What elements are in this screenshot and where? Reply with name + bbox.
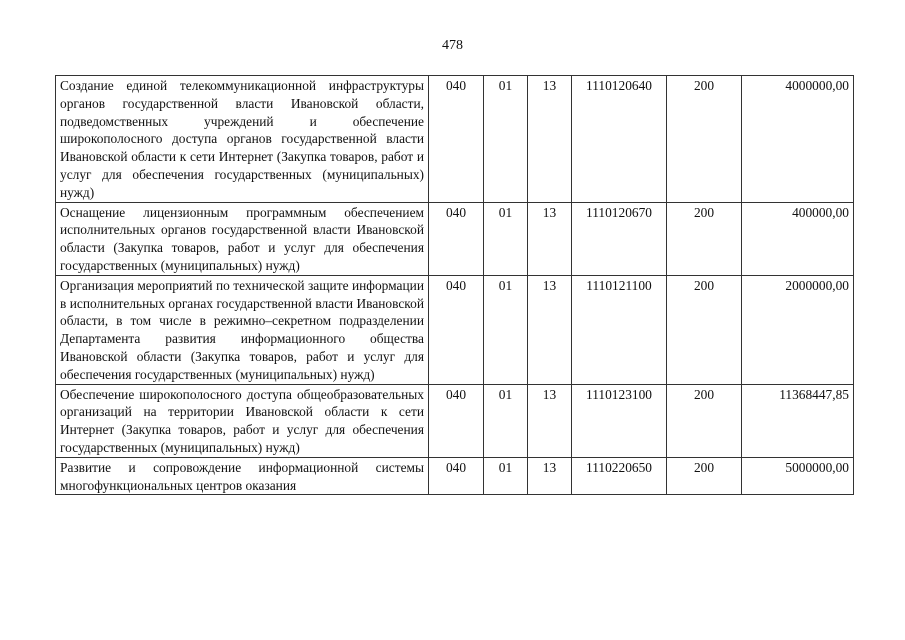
row-description: Развитие и сопровождение информационной системы многофункциональных центров оказания xyxy=(56,457,429,495)
target-article-code: 1110123100 xyxy=(572,384,667,457)
section-code: 01 xyxy=(484,457,528,495)
expense-type-code: 200 xyxy=(667,76,742,203)
target-article-code: 1110220650 xyxy=(572,457,667,495)
target-article-code: 1110120670 xyxy=(572,202,667,275)
ministry-code: 040 xyxy=(429,76,484,203)
table-row xyxy=(56,202,854,275)
subsection-code: 13 xyxy=(528,457,572,495)
row-description: Создание единой телекоммуникационной инфраструктуры органов государственной власти Ивановской области, подведомственных учреждений и обеспечение широкополосного доступа органов государственной власти Ивановской области к сети Интернет (Закупка товаров, работ и услуг для обеспечения государственных (муниципальных) нужд) xyxy=(56,76,429,203)
amount: 11368447,85 xyxy=(742,384,854,457)
row-description: Организация мероприятий по технической защите информации в исполнительных органах государственной власти Ивановской области, в том числе в режимно–секретном подразделении Департамента развития информационного общества Ивановской области (Закупка товаров, работ и услуг для обеспечения государственных (муниципальных) нужд) xyxy=(56,275,429,384)
target-article-code: 1110121100 xyxy=(572,275,667,384)
subsection-code: 13 xyxy=(528,275,572,384)
row-description: Обеспечение широкополосного доступа общеобразовательных организаций на территории Ивановской области к сети Интернет (Закупка товаров, работ и услуг для обеспечения государственных (муниципальных) нужд) xyxy=(56,384,429,457)
ministry-code: 040 xyxy=(429,384,484,457)
subsection-code: 13 xyxy=(528,202,572,275)
expense-type-code: 200 xyxy=(667,457,742,495)
table-row xyxy=(56,384,854,457)
amount: 5000000,00 xyxy=(742,457,854,495)
subsection-code: 13 xyxy=(528,384,572,457)
row-description: Оснащение лицензионным программным обеспечением исполнительных органов государственной власти Ивановской области (Закупка товаров, работ и услуг для обеспечения государственных (муниципальных) нужд) xyxy=(56,202,429,275)
ministry-code: 040 xyxy=(429,202,484,275)
table-row xyxy=(56,275,854,384)
subsection-code: 13 xyxy=(528,76,572,203)
amount: 400000,00 xyxy=(742,202,854,275)
ministry-code: 040 xyxy=(429,457,484,495)
section-code: 01 xyxy=(484,76,528,203)
target-article-code: 1110120640 xyxy=(572,76,667,203)
amount: 2000000,00 xyxy=(742,275,854,384)
expense-type-code: 200 xyxy=(667,384,742,457)
table-row xyxy=(56,76,854,203)
section-code: 01 xyxy=(484,384,528,457)
expense-type-code: 200 xyxy=(667,202,742,275)
section-code: 01 xyxy=(484,202,528,275)
budget-table xyxy=(55,75,854,495)
ministry-code: 040 xyxy=(429,275,484,384)
page-number: 478 xyxy=(442,38,463,53)
table-row xyxy=(56,457,854,495)
amount: 4000000,00 xyxy=(742,76,854,203)
expense-type-code: 200 xyxy=(667,275,742,384)
section-code: 01 xyxy=(484,275,528,384)
